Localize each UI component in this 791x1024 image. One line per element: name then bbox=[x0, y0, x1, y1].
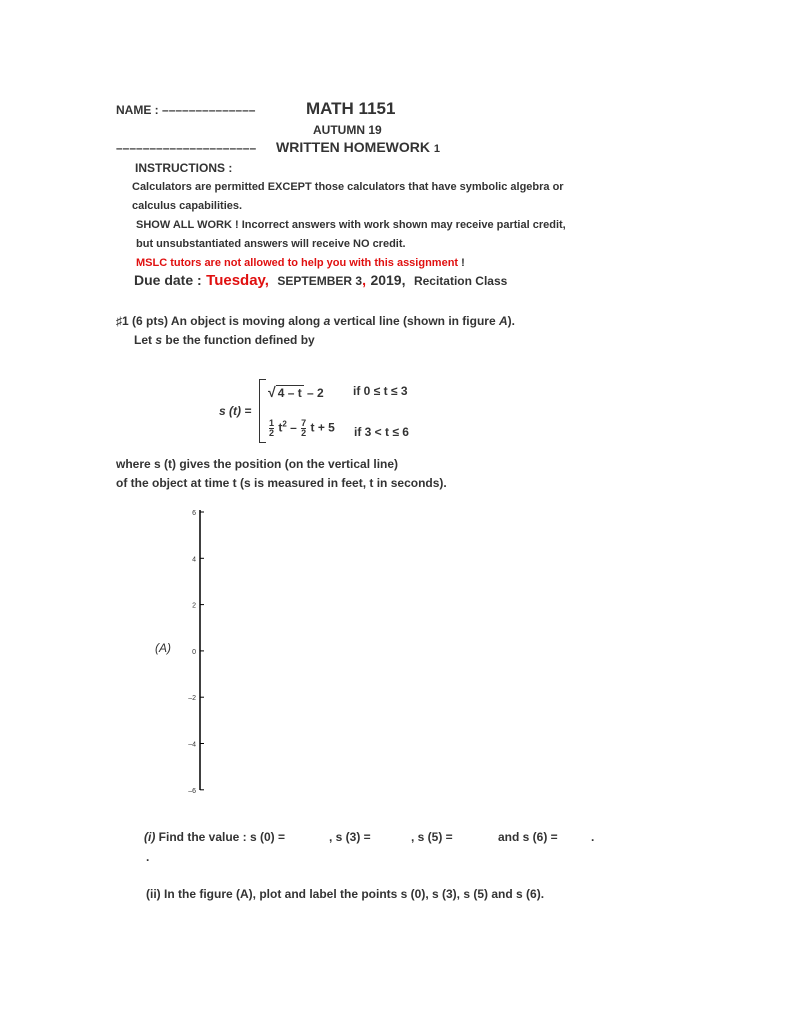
instructions-heading: INSTRUCTIONS : bbox=[135, 161, 233, 175]
problem-1-definition-line: Let s be the function defined by bbox=[134, 333, 315, 347]
term-label: AUTUMN 19 bbox=[313, 123, 382, 137]
part-i-period: . bbox=[591, 830, 595, 844]
axis-tick-label: 6 bbox=[192, 510, 196, 517]
part-i-s3: , s (3) = bbox=[329, 830, 371, 844]
function-lhs: s (t) = bbox=[219, 404, 252, 418]
instructions-line-2: calculus capabilities. bbox=[132, 200, 243, 212]
course-title: MATH 1151 bbox=[306, 99, 396, 118]
instructions-line-4: but unsubstantiated answers will receive NO credit. bbox=[136, 238, 406, 250]
part-ii-line: (ii) In the figure (A), plot and label the points s (0), s (3), s (5) and s (6). bbox=[146, 887, 545, 901]
part-i-s6: and s (6) = bbox=[498, 830, 558, 844]
figure-label: (A) bbox=[155, 641, 171, 655]
second-name-line: ––––––––––––––––––––– bbox=[116, 141, 257, 155]
figure-axis bbox=[170, 500, 230, 800]
homework-title: WRITTEN HOMEWORK 1 bbox=[276, 139, 440, 155]
piecewise-brace bbox=[259, 379, 266, 443]
case-2-condition: if 3 < t ≤ 6 bbox=[354, 425, 409, 439]
part-i-line: (i) Find the value : s (0) = bbox=[144, 830, 286, 844]
instructions-line-3: SHOW ALL WORK ! Incorrect answers with work shown may receive partial credit, bbox=[136, 219, 566, 231]
instructions-line-1: Calculators are permitted EXCEPT those calculators that have symbolic algebra or bbox=[132, 181, 564, 193]
where-line: where s (t) gives the position (on the vertical line) bbox=[116, 457, 399, 471]
case-1-expression: √ 4 – t – 2 bbox=[268, 384, 324, 400]
due-date: Due date : Tuesday, SEPTEMBER 3, 2019, Recitation Class bbox=[134, 272, 508, 289]
axis-tick-label: 2 bbox=[192, 602, 196, 610]
part-i-dot: . bbox=[146, 850, 150, 864]
instructions-line-5: MSLC tutors are not allowed to help you with this assignment ! bbox=[136, 257, 465, 269]
part-i-s5: , s (5) = bbox=[411, 830, 453, 844]
axis-tick-label: 4 bbox=[192, 556, 196, 564]
axis-tick-label: –4 bbox=[188, 741, 196, 749]
case-2-expression: $\frac{1}{2}$ $t^2$ – $\frac{7}{2}$ t + 5 bbox=[269, 418, 335, 438]
name-label: NAME : –––––––––––––– bbox=[116, 103, 256, 117]
object-line: of the object at time t (s is measured in feet, t in seconds). bbox=[116, 476, 447, 490]
axis-tick-label: 0 bbox=[192, 648, 196, 656]
case-1-condition: if 0 ≤ t ≤ 3 bbox=[353, 384, 408, 398]
problem-1-intro: ♯1 (6 pts) An object is moving along a vertical line (shown in figure A). bbox=[116, 314, 515, 328]
axis-tick-label: –6 bbox=[188, 787, 196, 795]
axis-tick-label: –2 bbox=[188, 695, 196, 703]
